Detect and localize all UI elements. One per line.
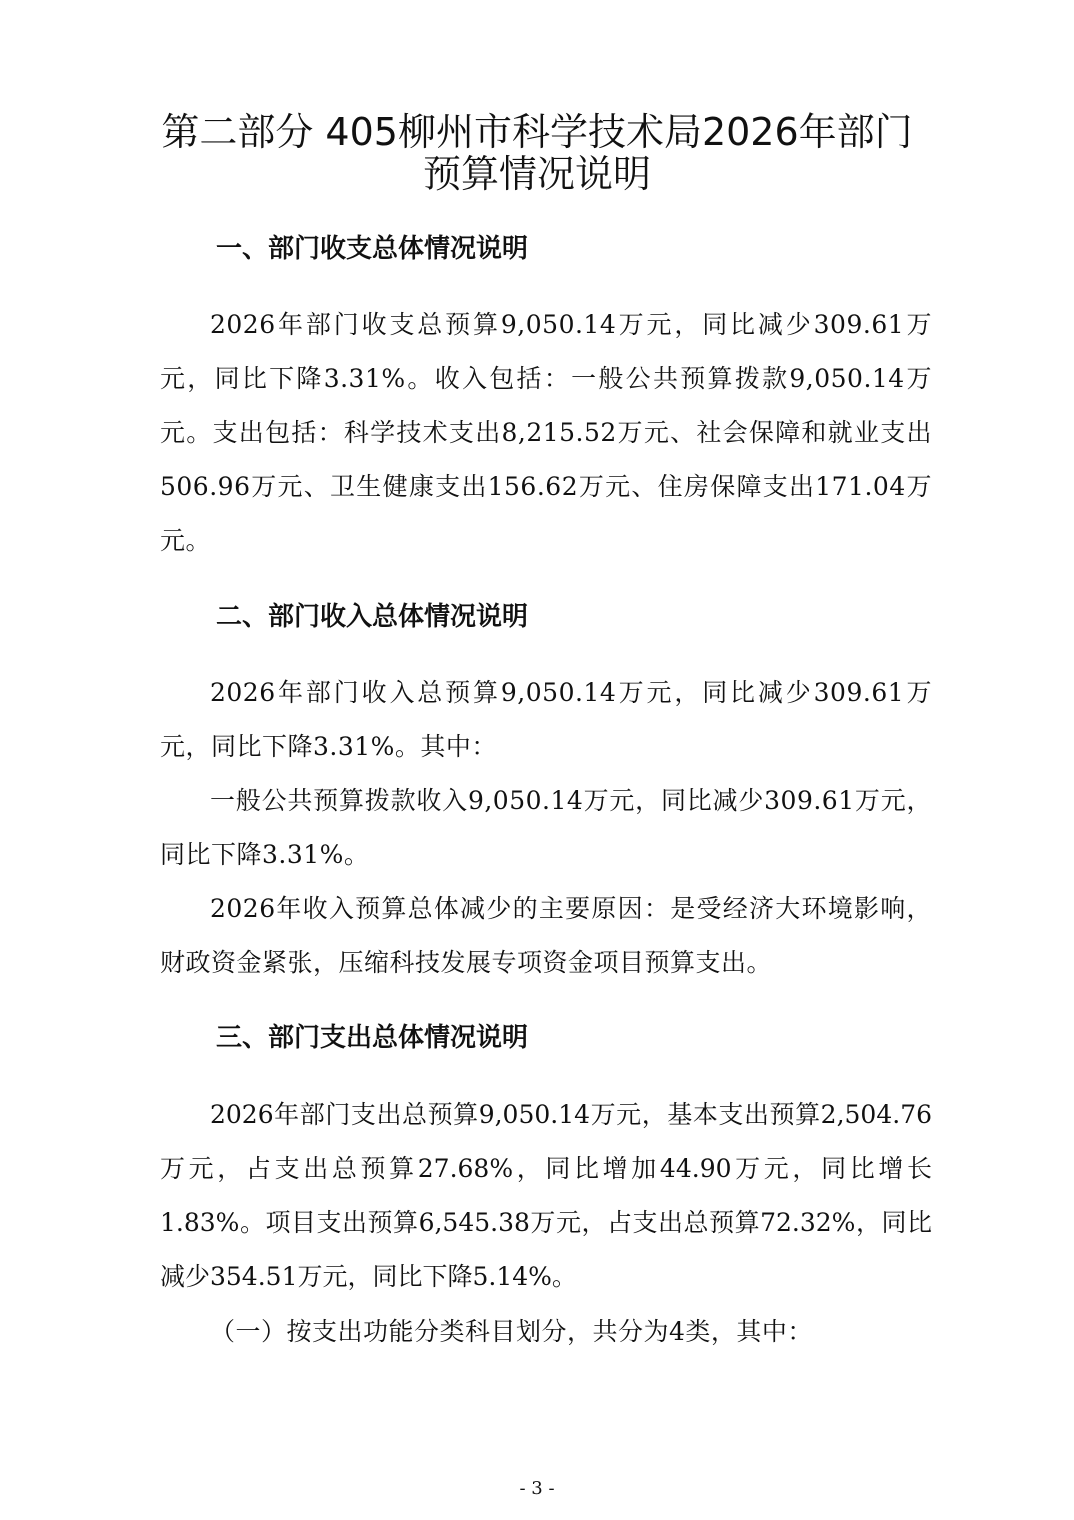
page-title-line-1: 第二部分 405柳州市科学技术局2026年部门 (161, 110, 913, 154)
paragraph-income-decrease-reason: 2026年收入预算总体减少的主要原因：是受经济大环境影响，财政资金紧张，压缩科技发展专项资金项目预算支出。 (160, 894, 932, 977)
page-number: - 3 - (519, 1478, 555, 1499)
paragraph-functional-classification: （一）按支出功能分类科目划分，共分为4类，其中： (210, 1317, 813, 1346)
paragraph-general-budget-income: 一般公共预算拨款收入9,050.14万元，同比减少309.61万元，同比下降3.31%。 (160, 786, 932, 869)
page-title-line-2: 预算情况说明 (422, 152, 651, 196)
paragraph-income-summary: 2026年部门收入总预算9,050.14万元，同比减少309.61万元，同比下降3.31%。其中： (160, 678, 932, 761)
section-heading-expense: 三、部门支出总体情况说明 (216, 1023, 529, 1053)
section-heading-income: 二、部门收入总体情况说明 (216, 602, 529, 632)
paragraph-income-expense-summary: 2026年部门收支总预算9,050.14万元，同比减少309.61万元，同比下降3.31%。收入包括：一般公共预算拨款9,050.14万元。支出包括：科学技术支出8,215.52万元、社会保障和就业支出506.96万元、卫生健康支出156.62万元、住房保障支出171.04万元。 (160, 310, 932, 555)
paragraph-expense-summary: 2026年部门支出总预算9,050.14万元，基本支出预算2,504.76万元，占支出总预算27.68%，同比增加44.90万元，同比增长1.83%。项目支出预算6,545.38万元，占支出总预算72.32%，同比减少354.51万元，同比下降5.14%。 (160, 1100, 932, 1291)
section-heading-income-expense: 一、部门收支总体情况说明 (216, 234, 529, 264)
